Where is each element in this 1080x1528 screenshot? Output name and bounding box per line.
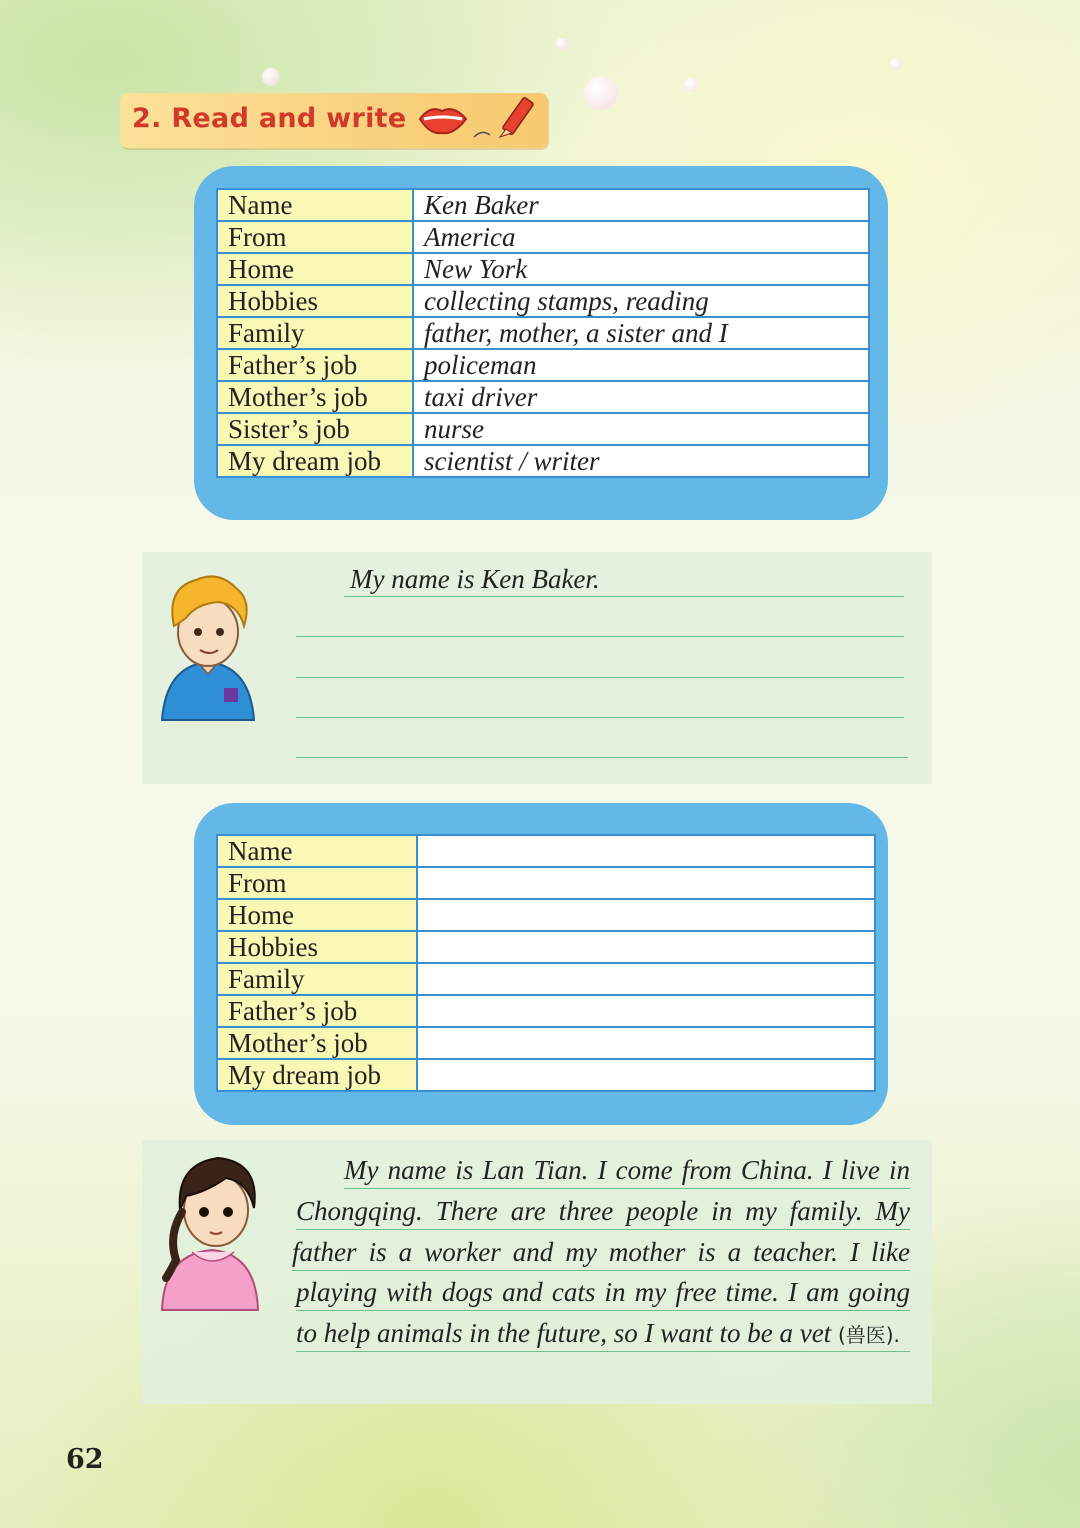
writing-line[interactable] bbox=[296, 757, 908, 758]
table-row bbox=[217, 381, 869, 413]
row-value: collecting stamps, reading bbox=[413, 285, 869, 317]
row-value: taxi driver bbox=[413, 381, 869, 413]
row-label: My dream job bbox=[217, 445, 413, 477]
row-value-blank[interactable] bbox=[417, 835, 875, 867]
row-label: Family bbox=[217, 317, 413, 349]
profile-table-ken bbox=[216, 188, 870, 478]
row-value-blank[interactable] bbox=[417, 963, 875, 995]
row-value-blank[interactable] bbox=[417, 1059, 875, 1091]
table-row bbox=[217, 867, 875, 899]
paragraph-line: playing with dogs and cats in my free time. I am going bbox=[296, 1274, 910, 1311]
table-row bbox=[217, 253, 869, 285]
paragraph-line: father is a worker and my mother is a teacher. I like bbox=[292, 1234, 910, 1271]
row-value: nurse bbox=[413, 413, 869, 445]
row-value: New York bbox=[413, 253, 869, 285]
row-label: Mother’s job bbox=[217, 381, 413, 413]
writing-line[interactable] bbox=[296, 677, 904, 678]
row-label: Mother’s job bbox=[217, 1027, 417, 1059]
row-label: Hobbies bbox=[217, 285, 413, 317]
table-row bbox=[217, 1059, 875, 1091]
row-label: Home bbox=[217, 899, 417, 931]
table-row bbox=[217, 285, 869, 317]
row-label: Name bbox=[217, 189, 413, 221]
row-value-blank[interactable] bbox=[417, 867, 875, 899]
girl-illustration bbox=[156, 1152, 270, 1314]
paragraph-text: to help animals in the future, so I want to be a vet bbox=[296, 1318, 832, 1348]
bubble-decoration bbox=[556, 38, 568, 50]
row-label: Father’s job bbox=[217, 995, 417, 1027]
row-value-blank[interactable] bbox=[417, 1027, 875, 1059]
table-row bbox=[217, 835, 875, 867]
page-number: 62 bbox=[66, 1444, 104, 1475]
row-label: From bbox=[217, 221, 413, 253]
table-row bbox=[217, 963, 875, 995]
table-row bbox=[217, 445, 869, 477]
table-row bbox=[217, 413, 869, 445]
section-banner bbox=[120, 93, 548, 148]
profile-table-blank bbox=[216, 834, 876, 1092]
row-label: Sister’s job bbox=[217, 413, 413, 445]
bubble-decoration bbox=[584, 76, 618, 110]
paragraph-line: Chongqing. There are three people in my family. My bbox=[296, 1193, 910, 1230]
pencil-icon bbox=[474, 97, 534, 137]
row-value: Ken Baker bbox=[413, 189, 869, 221]
row-value-blank[interactable] bbox=[417, 931, 875, 963]
row-value: father, mother, a sister and I bbox=[413, 317, 869, 349]
bubble-decoration bbox=[262, 68, 280, 86]
table-row bbox=[217, 995, 875, 1027]
paragraph-line-last bbox=[296, 1315, 910, 1352]
row-value: scientist / writer bbox=[413, 445, 869, 477]
row-value: policeman bbox=[413, 349, 869, 381]
section-title: 2. Read and write bbox=[132, 103, 407, 134]
bubble-decoration bbox=[890, 58, 902, 70]
row-value-blank[interactable] bbox=[417, 899, 875, 931]
row-label: My dream job bbox=[217, 1059, 417, 1091]
table-row bbox=[217, 1027, 875, 1059]
row-label: Name bbox=[217, 835, 417, 867]
table-row bbox=[217, 189, 869, 221]
row-label: Hobbies bbox=[217, 931, 417, 963]
model-sentence: My name is Ken Baker. bbox=[350, 564, 600, 594]
paragraph-line: My name is Lan Tian. I come from China. I live in bbox=[344, 1152, 910, 1189]
row-label: From bbox=[217, 867, 417, 899]
writing-line bbox=[344, 596, 904, 597]
boy-illustration bbox=[156, 570, 260, 728]
bubble-decoration bbox=[684, 78, 698, 92]
row-value-blank[interactable] bbox=[417, 995, 875, 1027]
table-row bbox=[217, 221, 869, 253]
table-row bbox=[217, 317, 869, 349]
lips-icon bbox=[420, 109, 466, 133]
row-label: Father’s job bbox=[217, 349, 413, 381]
table-row bbox=[217, 349, 869, 381]
row-label: Family bbox=[217, 963, 417, 995]
row-value: America bbox=[413, 221, 869, 253]
table-row bbox=[217, 899, 875, 931]
writing-line[interactable] bbox=[296, 717, 904, 718]
writing-line[interactable] bbox=[296, 636, 904, 637]
table-row bbox=[217, 931, 875, 963]
chinese-gloss: (兽医). bbox=[837, 1323, 900, 1347]
row-label: Home bbox=[217, 253, 413, 285]
banner-icons bbox=[416, 93, 548, 148]
